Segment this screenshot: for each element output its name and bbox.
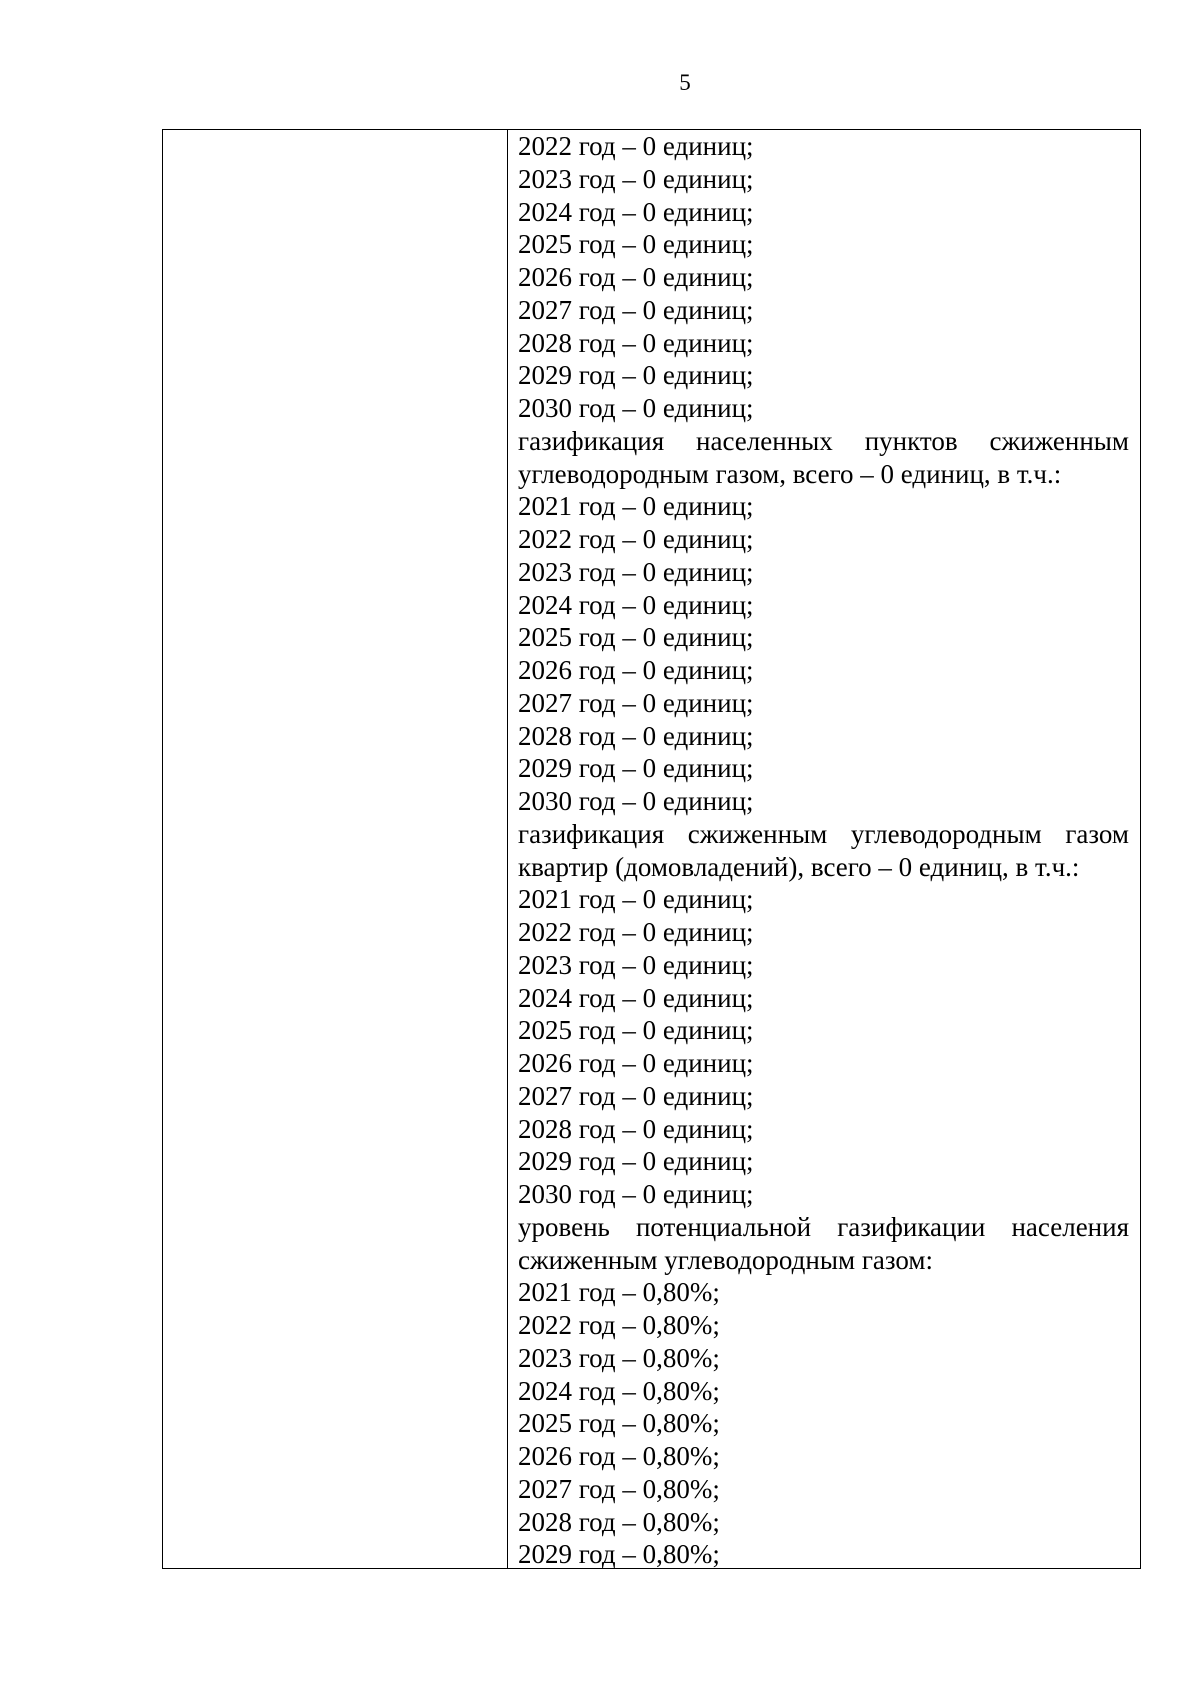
list-block-units-2022-2030 [518,130,1129,425]
document-table [162,129,1141,1569]
list-item: 2026 год – 0 единиц; [518,1048,754,1078]
list-item: 2025 год – 0 единиц; [518,229,754,260]
list-item: 2025 год – 0,80%; [518,1408,720,1439]
list-item: 2030 год – 0 единиц; [518,786,754,816]
list-item: 2023 год – 0,80%; [518,1342,720,1373]
list-item: 2024 год – 0 единиц; [518,982,754,1013]
list-item: 2030 год – 0 единиц; [518,1179,754,1209]
list-item: 2025 год – 0 единиц; [518,1015,754,1046]
list-item: 2029 год – 0 единиц; [518,360,754,391]
list-item: 2022 год – 0 единиц; [518,524,754,554]
list-item: 2026 год – 0,80%; [518,1441,720,1471]
list-item: 2028 год – 0 единиц; [518,327,754,358]
list-item: 2023 год – 0 единиц; [518,556,754,587]
list-item: 2022 год – 0 единиц; [518,917,754,947]
list-item: 2024 год – 0,80%; [518,1375,720,1406]
list-block-apartments [518,883,1129,1211]
list-item: 2027 год – 0 единиц; [518,687,754,718]
list-item: 2029 год – 0 единиц; [518,753,754,784]
list-item: 2029 год – 0,80%; [518,1539,720,1570]
list-item: 2021 год – 0 единиц; [518,884,754,915]
section-heading-gasification-level: уровень потенциальной газификации населения сжиженным углеводородным газом: [518,1211,1129,1275]
section-heading-apartments: газификация сжиженным углеводородным газом квартир (домовладений), всего – 0 единиц, в т.ч.: [518,818,1129,882]
list-item: 2022 год – 0,80%; [518,1310,720,1340]
table-left-cell [163,130,508,1568]
list-item: 2028 год – 0 единиц; [518,720,754,751]
list-item: 2027 год – 0,80%; [518,1473,720,1504]
list-block-gasification-level [518,1276,1129,1571]
list-item: 2030 год – 0 единиц; [518,393,754,423]
list-item: 2027 год – 0 единиц; [518,1080,754,1111]
list-item: 2028 год – 0 единиц; [518,1113,754,1144]
list-item: 2024 год – 0 единиц; [518,196,754,227]
page-number: 5 [679,70,691,95]
list-item: 2026 год – 0 единиц; [518,655,754,685]
list-item: 2027 год – 0 единиц; [518,294,754,325]
list-item: 2022 год – 0 единиц; [518,131,754,161]
list-item: 2021 год – 0,80%; [518,1277,720,1308]
section-heading-settlements: газификация населенных пунктов сжиженным углеводородным газом, всего – 0 единиц, в т.ч.: [518,425,1129,489]
list-item: 2024 год – 0 единиц; [518,589,754,620]
list-item: 2025 год – 0 единиц; [518,622,754,653]
table-right-cell [508,130,1140,1568]
list-item: 2029 год – 0 единиц; [518,1146,754,1177]
list-block-settlements [518,490,1129,818]
list-item: 2023 год – 0 единиц; [518,949,754,980]
list-item: 2026 год – 0 единиц; [518,262,754,292]
list-item: 2023 год – 0 единиц; [518,163,754,194]
list-item: 2028 год – 0,80%; [518,1506,720,1537]
list-item: 2021 год – 0 единиц; [518,491,754,522]
